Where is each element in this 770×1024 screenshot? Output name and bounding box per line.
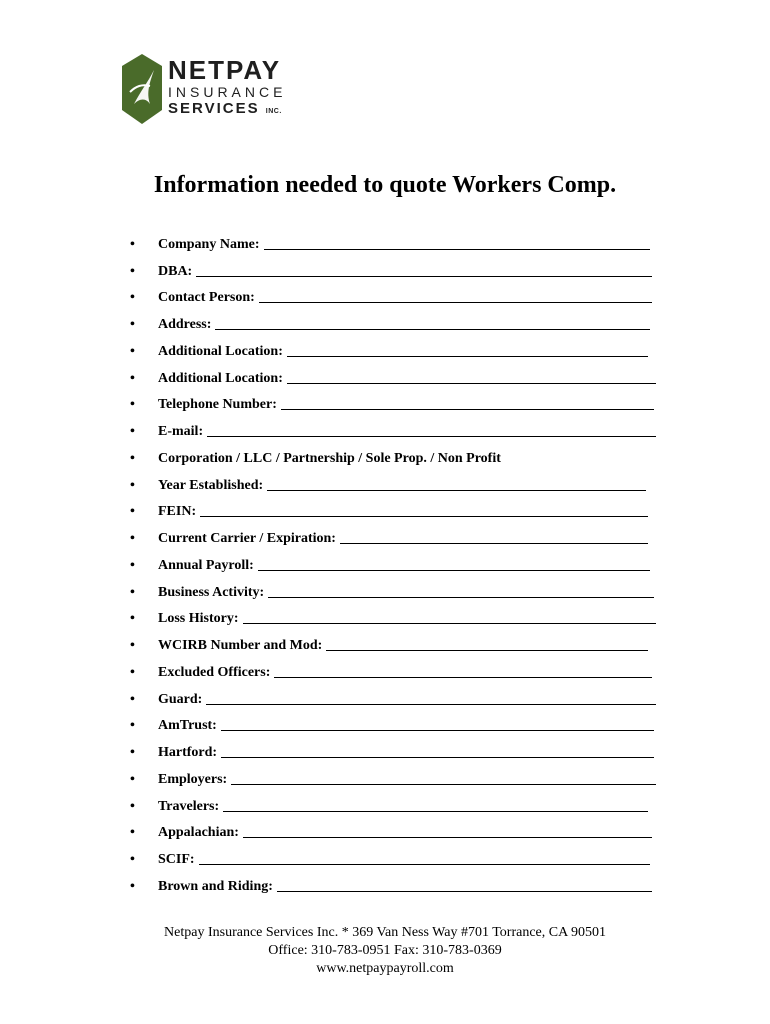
bullet-icon: • [130,852,135,867]
bullet-icon: • [130,531,135,546]
field-input-line[interactable] [223,811,648,812]
form-field-row [130,440,660,467]
field-label: Current Carrier / Expiration: [158,531,336,546]
field-label: AmTrust: [158,718,217,734]
form-field-row [130,253,660,280]
bullet-icon: • [130,798,135,814]
bullet-icon: • [130,638,135,653]
form-field-row [130,494,660,521]
field-input-line[interactable] [206,704,656,705]
field-label: Excluded Officers: [158,664,271,680]
form-field-row [130,467,660,494]
field-input-line[interactable] [200,516,648,517]
field-input-line[interactable] [267,490,646,491]
logo-services [168,100,286,121]
field-input-line[interactable] [259,302,652,303]
form-field-row [130,574,660,601]
form-field-row [130,788,660,815]
form-field-row [130,868,660,895]
company-logo [120,52,320,130]
field-input-line[interactable] [264,249,651,250]
field-label: SCIF: [158,852,195,867]
field-label: Brown and Riding: [158,878,273,894]
bullet-icon: • [130,477,135,493]
field-label: Telephone Number: [158,397,277,413]
field-input-line[interactable] [274,677,652,678]
footer [0,924,770,978]
bullet-icon: • [130,424,135,439]
bullet-icon: • [130,718,135,734]
form-field-row [130,601,660,628]
form-field-row [130,520,660,547]
field-label: Travelers: [158,798,220,814]
field-input-line[interactable] [199,864,650,865]
netpay-shield-icon [120,52,164,126]
field-input-line[interactable] [215,329,650,330]
page-title: Information needed to quote Workers Comp. [153,172,617,198]
bullet-icon: • [130,450,135,466]
form-field-row [130,627,660,654]
logo-name: NETPAY [168,55,282,85]
bullet-icon: • [130,290,135,306]
field-input-line[interactable] [207,436,656,437]
bullet-icon: • [130,664,135,680]
logo-services-text: SERVICES [168,100,260,117]
field-input-line[interactable] [287,383,656,384]
field-label: Company Name: [158,236,260,252]
form-field-row [130,280,660,307]
field-label: Guard: [158,691,203,707]
footer-phone: Office: 310-783-0951 Fax: 310-783-0369 [268,943,502,958]
bullet-icon: • [130,878,135,894]
bullet-icon: • [130,584,135,600]
field-label: E-mail: [158,424,204,439]
field-label: Corporation / LLC / Partnership / Sole Prop. / Non Profit [158,450,501,466]
field-input-line[interactable] [221,757,654,758]
form-field-row [130,708,660,735]
form-field-row [130,333,660,360]
form-field-row [130,841,660,868]
field-label: Address: [158,317,212,332]
field-label: Additional Location: [158,343,283,359]
bullet-icon: • [130,557,135,573]
field-input-line[interactable] [243,837,652,838]
form-field-row [130,815,660,842]
bullet-icon: • [130,263,135,279]
field-input-line[interactable] [231,784,656,785]
field-label: Year Established: [158,477,264,493]
field-label: FEIN: [158,504,197,520]
bullet-icon: • [130,370,135,386]
field-label: Employers: [158,771,228,787]
logo-insurance: INSURANCE [168,84,287,100]
bullet-icon: • [130,236,135,252]
form-fields-list [130,226,660,895]
field-input-line[interactable] [268,597,654,598]
bullet-icon: • [130,825,135,841]
field-label: Loss History: [158,611,239,627]
form-field-row [130,387,660,414]
bullet-icon: • [130,397,135,413]
form-field-row [130,761,660,788]
field-input-line[interactable] [243,623,657,624]
field-input-line[interactable] [258,570,650,571]
field-input-line[interactable] [221,730,654,731]
field-label: Additional Location: [158,370,283,386]
bullet-icon: • [130,771,135,787]
bullet-icon: • [130,504,135,520]
form-field-row [130,360,660,387]
field-input-line[interactable] [277,891,652,892]
field-input-line[interactable] [196,276,652,277]
field-label: DBA: [158,263,193,279]
field-input-line[interactable] [340,543,648,544]
field-input-line[interactable] [287,356,648,357]
bullet-icon: • [130,317,135,332]
form-field-row [130,306,660,333]
bullet-icon: • [130,611,135,627]
form-field-row [130,734,660,761]
footer-address: Netpay Insurance Services Inc. * 369 Van Ness Way #701 Torrance, CA 90501 [164,925,606,940]
form-field-row [130,547,660,574]
field-label: Contact Person: [158,290,255,306]
bullet-icon: • [130,343,135,359]
form-field-row [130,654,660,681]
field-label: Appalachian: [158,825,239,841]
field-label: Hartford: [158,745,218,760]
form-field-row [130,681,660,708]
form-field-row [130,226,660,253]
bullet-icon: • [130,691,135,707]
field-input-line[interactable] [281,409,654,410]
logo-inc: INC. [265,108,282,115]
field-label: Business Activity: [158,584,265,600]
form-field-row [130,413,660,440]
footer-website[interactable]: www.netpaypayroll.com [316,961,454,976]
field-input-line[interactable] [326,650,648,651]
field-label: WCIRB Number and Mod: [158,638,323,653]
field-label: Annual Payroll: [158,557,254,573]
bullet-icon: • [130,745,135,760]
